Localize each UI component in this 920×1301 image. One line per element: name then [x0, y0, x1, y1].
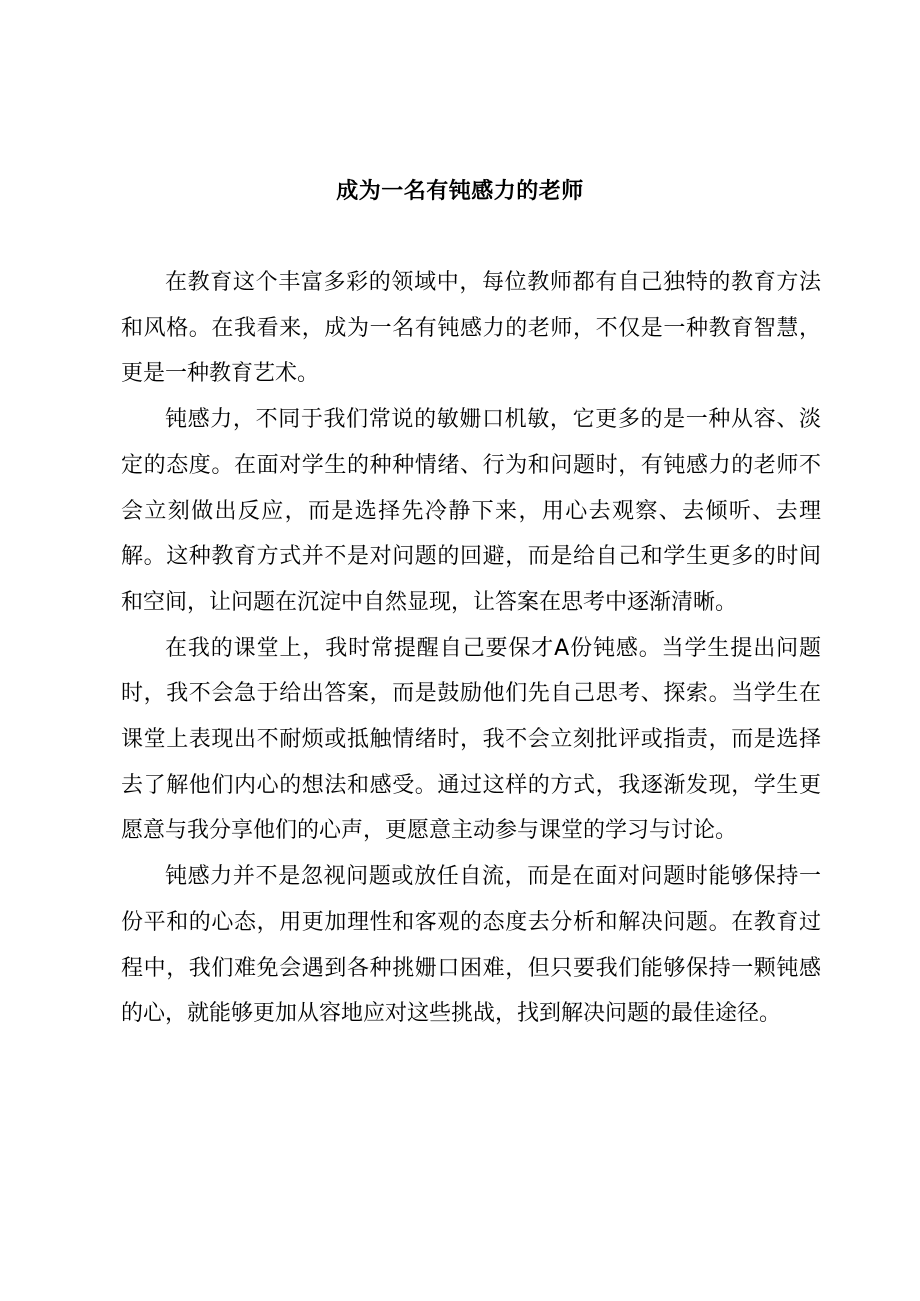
- paragraph-2: 钝感力，不同于我们常说的敏姗口机敏，它更多的是一种从容、淡定的态度。在面对学生的种种情绪、行为和问题时，有钝感力的老师不会立刻做出反应，而是选择先冷静下来，用心去观察、去倾听、去理解。这种教育方式并不是对问题的回避，而是给自己和学生更多的时间和空间，让问题在沉淀中自然显现，让答案在思考中逐渐清晰。: [121, 407, 821, 615]
- page-title: 成为一名有钝感力的老师: [336, 179, 584, 204]
- paragraph-3: 在我的课堂上，我时常提醒自己要保才A份钝感。当学生提出问题时，我不会急于给出答案，而是鼓励他们先自己思考、探索。当学生在课堂上表现出不耐烦或抵触情绪时，我不会立刻批评或指责，而是选择去了解他们内心的想法和感受。通过这样的方式，我逐渐发现，学生更愿意与我分享他们的心声，更愿意主动参与课堂的学习与讨论。: [121, 635, 821, 844]
- paragraph-4: 钝感力并不是忽视问题或放任自流，而是在面对问题时能够保持一份平和的心态，用更加理性和客观的态度去分析和解决问题。在教育过程中，我们难免会遇到各种挑姗口困难，但只要我们能够保持一颗钝感的心，就能够更加从容地应对这些挑战，找到解决问题的最佳途径。: [121, 864, 821, 1027]
- paragraph-1: 在教育这个丰富多彩的领域中，每位教师都有自己独特的教育方法和风格。在我看来，成为一名有钝感力的老师，不仅是一种教育智慧，更是一种教育艺术。: [121, 270, 821, 387]
- article-body: [121, 260, 821, 1037]
